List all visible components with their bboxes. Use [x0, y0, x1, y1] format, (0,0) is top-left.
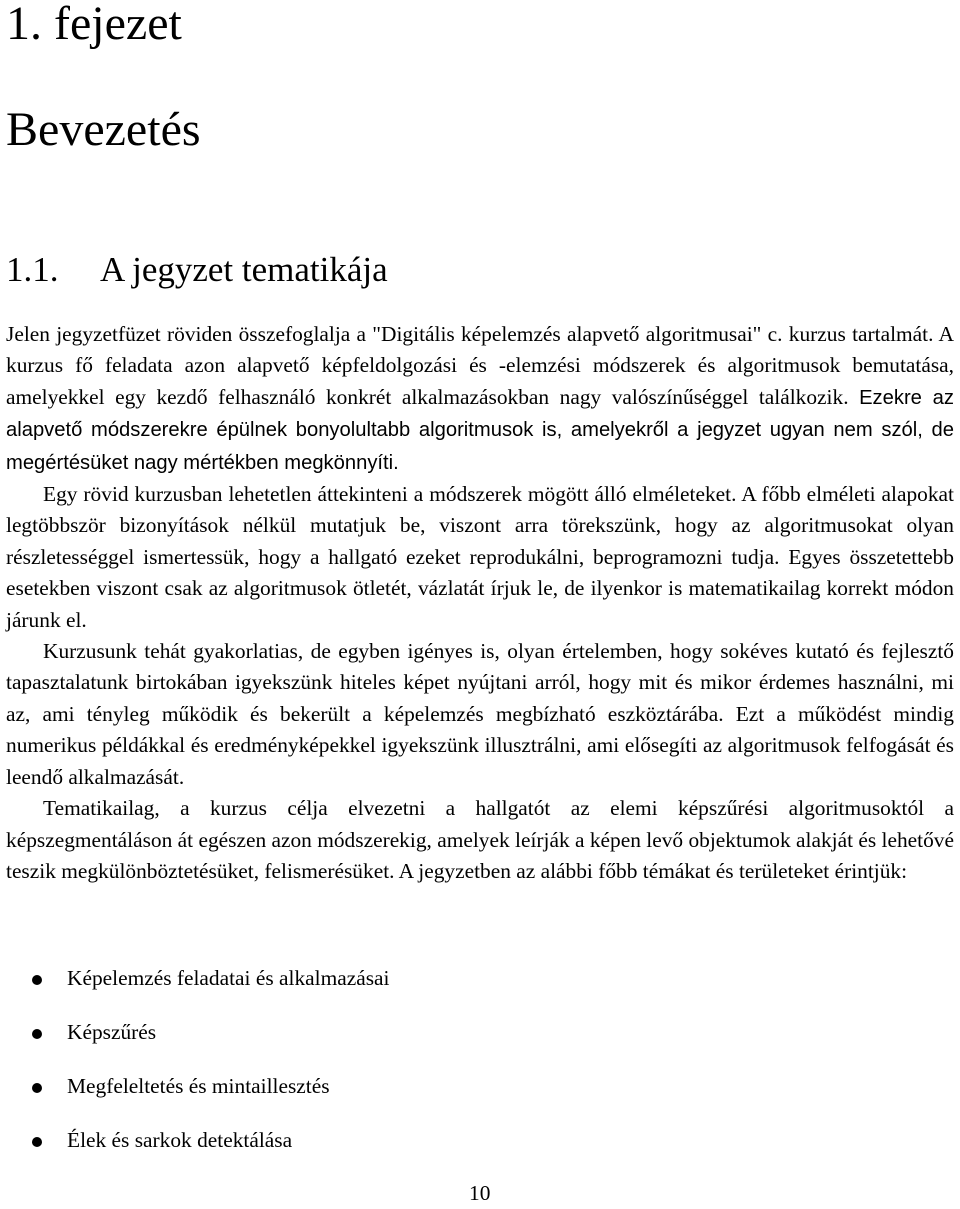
paragraph-intro: [6, 319, 954, 479]
chapter-label: 1. fejezet: [6, 0, 182, 50]
bullet-icon: [32, 975, 42, 985]
bullet-icon: [32, 1029, 42, 1039]
bullet-icon: [32, 1083, 42, 1093]
paragraph-intro-part-2: Ezekre az alapvető módszerekre épülnek bonyolultabb algoritmusok is, amelyekről a jegyzet ugyan nem szól, de megértésüket nagy mértékben megkönnyíti.: [6, 386, 954, 474]
section-title: A jegyzet tematikája: [100, 250, 388, 289]
paragraph-intro-part-1: Jelen jegyzetfüzet röviden összefoglalja a "Digitális képelemzés alapvető algoritmusai" c. kurzus tartalmát. A kurzus fő feladata azon alapvető képfeldolgozási és -elemzési módszerek és algoritmusok bemutatása, amelyekkel egy kezdő felhasználó konkrét alkalmazásokban nagy valószínűséggel találkozik.: [6, 322, 954, 409]
section-number: 1.1.: [6, 250, 59, 289]
paragraph-theory: Egy rövid kurzusban lehetetlen áttekinteni a módszerek mögött álló elméleteket. A főbb elméleti alapokat legtöbbször bizonyítások nélkül mutatjuk be, viszont arra törekszünk, hogy az algoritmusokat olyan részletességgel ismertessük, hogy a hallgató ezeket reprodukálni, beprogramozni tudja. Egyes összetettebb esetekben viszont csak az algoritmusok ötletét, vázlatát írjuk le, de ilyenkor is matematikailag korrekt módon járunk el.: [6, 482, 954, 632]
list-item: [6, 1017, 954, 1071]
list-item: [6, 1125, 954, 1179]
body-text: [6, 319, 954, 887]
list-item-label: Képelemzés feladatai és alkalmazásai: [67, 966, 390, 990]
page-number: 10: [469, 1181, 491, 1205]
list-item-label: Képszűrés: [67, 1020, 157, 1044]
list-item: [6, 1071, 954, 1125]
paragraph-topics-intro: Tematikailag, a kurzus célja elvezetni a hallgatót az elemi képszűrési algoritmusoktól a képszegmentáláson át egészen azon módszerekig, amelyek leírják a képen levő objektumok alakját és lehetővé teszik megkülönböztetésüket, felismerésüket. A jegyzetben az alábbi főbb témákat és területeket érintjük:: [6, 796, 954, 883]
chapter-title: Bevezetés: [6, 103, 201, 156]
bullet-icon: [32, 1137, 42, 1147]
section-heading: [6, 248, 388, 292]
list-item: [6, 963, 954, 1017]
list-item-label: Megfeleltetés és mintaillesztés: [67, 1074, 330, 1098]
topic-list: [6, 963, 954, 1179]
list-item-label: Élek és sarkok detektálása: [67, 1128, 293, 1152]
paragraph-practical: Kurzusunk tehát gyakorlatias, de egyben igényes is, olyan értelemben, hogy sokéves kutató és fejlesztő tapasztalatunk birtokában igyekszünk hiteles képet nyújtani arról, hogy mit és mikor érdemes használni, mi az, ami tényleg működik és bekerült a képelemzés megbízható eszköztárába. Ezt a működést mindig numerikus példákkal és eredményképekkel igyekszünk illusztrálni, ami elősegíti az algoritmusok felfogását és leendő alkalmazását.: [6, 639, 954, 789]
